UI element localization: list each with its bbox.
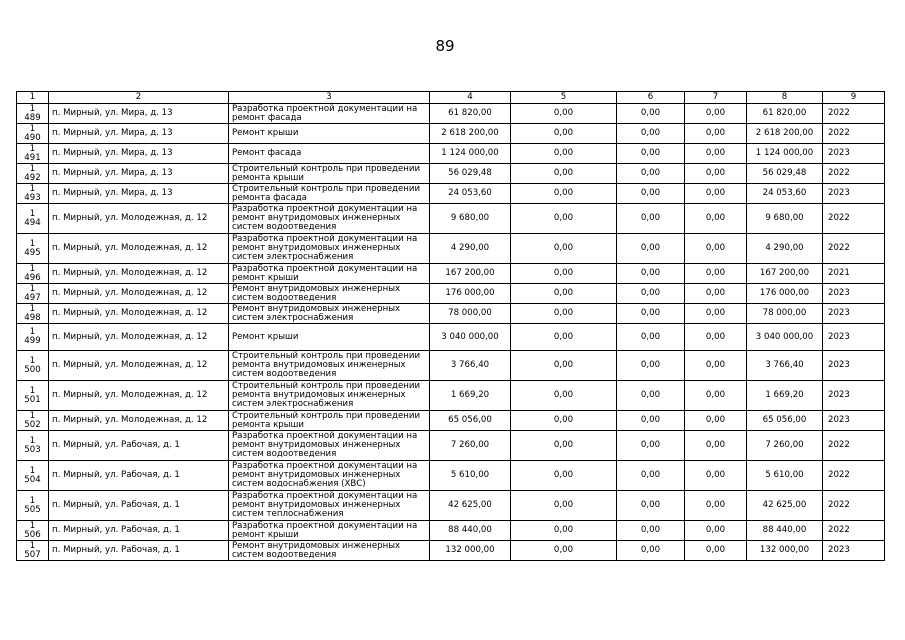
- address-cell: п. Мирный, ул. Мира, д. 13: [49, 124, 229, 144]
- row-number-part: 1: [29, 303, 36, 314]
- address-cell: п. Мирный, ул. Мира, д. 13: [49, 184, 229, 204]
- work-description-cell: Разработка проектной документации на ремонт внутридомовых инженерных систем водоотведения: [229, 431, 430, 461]
- row-number-part: 1: [29, 435, 36, 446]
- year-cell: 2022: [823, 204, 885, 234]
- address-cell: п. Мирный, ул. Рабочая, д. 1: [49, 521, 229, 541]
- table-row: [17, 284, 885, 304]
- row-number-cell: [17, 431, 49, 461]
- address-cell: п. Мирный, ул. Молодежная, д. 12: [49, 351, 229, 381]
- row-number-part: 1: [29, 183, 36, 194]
- work-description-cell: Строительный контроль при проведении ремонта крыши: [229, 411, 430, 431]
- row-number-part: 491: [24, 152, 41, 163]
- amount-cell: 0,00: [617, 104, 685, 124]
- row-number-cell: [17, 351, 49, 381]
- row-number-part: 1: [29, 123, 36, 134]
- work-description-cell: Ремонт внутридомовых инженерных систем водоотведения: [229, 284, 430, 304]
- work-description-cell: Ремонт внутридомовых инженерных систем электроснабжения: [229, 304, 430, 324]
- amount-cell: 78 000,00: [747, 304, 823, 324]
- row-number-part: 1: [29, 540, 36, 551]
- address-cell: п. Мирный, ул. Молодежная, д. 12: [49, 324, 229, 351]
- amount-cell: 0,00: [617, 184, 685, 204]
- row-number-cell: [17, 461, 49, 491]
- amount-cell: 3 040 000,00: [430, 324, 511, 351]
- table-row: [17, 304, 885, 324]
- row-number-cell: [17, 234, 49, 264]
- page-number: 89: [435, 37, 455, 55]
- amount-cell: 167 200,00: [747, 264, 823, 284]
- amount-cell: 0,00: [617, 461, 685, 491]
- row-number-part: 494: [24, 217, 41, 228]
- amount-cell: 0,00: [617, 324, 685, 351]
- address-cell: п. Мирный, ул. Рабочая, д. 1: [49, 461, 229, 491]
- address-cell: п. Мирный, ул. Молодежная, д. 12: [49, 381, 229, 411]
- amount-cell: 0,00: [511, 144, 617, 164]
- amount-cell: 3 766,40: [430, 351, 511, 381]
- year-cell: 2022: [823, 234, 885, 264]
- amount-cell: 0,00: [511, 104, 617, 124]
- amount-cell: 61 820,00: [747, 104, 823, 124]
- row-number-part: 499: [24, 336, 41, 346]
- amount-cell: 9 680,00: [430, 204, 511, 234]
- amount-cell: 2 618 200,00: [747, 124, 823, 144]
- row-number-part: 1: [29, 283, 36, 294]
- address-cell: п. Мирный, ул. Рабочая, д. 1: [49, 431, 229, 461]
- header-cell: 1: [17, 92, 49, 104]
- row-number-part: 1: [29, 410, 36, 421]
- amount-cell: 9 680,00: [747, 204, 823, 234]
- table-row: [17, 234, 885, 264]
- row-number-cell: [17, 144, 49, 164]
- amount-cell: 0,00: [511, 234, 617, 264]
- header-cell: 6: [617, 92, 685, 104]
- amount-cell: 0,00: [511, 184, 617, 204]
- year-cell: 2023: [823, 541, 885, 561]
- work-description-cell: Разработка проектной документации на ремонт крыши: [229, 521, 430, 541]
- work-description-cell: Разработка проектной документации на ремонт внутридомовых инженерных систем электроснабжения: [229, 234, 430, 264]
- work-description-cell: Ремонт крыши: [229, 124, 430, 144]
- work-description-cell: Ремонт фасада: [229, 144, 430, 164]
- amount-cell: 0,00: [511, 164, 617, 184]
- amount-cell: 0,00: [511, 431, 617, 461]
- address-cell: п. Мирный, ул. Молодежная, д. 12: [49, 304, 229, 324]
- year-cell: 2023: [823, 304, 885, 324]
- row-number-part: 501: [24, 394, 41, 405]
- amount-cell: 88 440,00: [747, 521, 823, 541]
- repair-schedule-table: [16, 91, 885, 561]
- row-number-cell: [17, 491, 49, 521]
- amount-cell: 176 000,00: [430, 284, 511, 304]
- amount-cell: 0,00: [617, 541, 685, 561]
- amount-cell: 88 440,00: [430, 521, 511, 541]
- table-row: [17, 381, 885, 411]
- year-cell: 2022: [823, 124, 885, 144]
- amount-cell: 0,00: [511, 284, 617, 304]
- year-cell: 2023: [823, 351, 885, 381]
- header-cell: 4: [430, 92, 511, 104]
- amount-cell: 0,00: [685, 164, 747, 184]
- row-number-part: 489: [24, 112, 41, 123]
- year-cell: 2022: [823, 461, 885, 491]
- header-cell: 7: [685, 92, 747, 104]
- work-description-cell: Строительный контроль при проведении ремонта фасада: [229, 184, 430, 204]
- work-description-cell: Разработка проектной документации на ремонт внутридомовых инженерных систем водоснабжения (ХВС): [229, 461, 430, 491]
- table-row: [17, 104, 885, 124]
- amount-cell: 1 124 000,00: [430, 144, 511, 164]
- amount-cell: 0,00: [685, 184, 747, 204]
- year-cell: 2023: [823, 284, 885, 304]
- address-cell: п. Мирный, ул. Мира, д. 13: [49, 144, 229, 164]
- amount-cell: 0,00: [511, 381, 617, 411]
- address-cell: п. Мирный, ул. Молодежная, д. 12: [49, 411, 229, 431]
- amount-cell: 5 610,00: [430, 461, 511, 491]
- work-description-cell: Строительный контроль при проведении ремонта крыши: [229, 164, 430, 184]
- table-row: [17, 204, 885, 234]
- row-number-part: 1: [29, 327, 36, 337]
- amount-cell: 0,00: [617, 144, 685, 164]
- table-row: [17, 461, 885, 491]
- amount-cell: 5 610,00: [747, 461, 823, 491]
- amount-cell: 0,00: [685, 204, 747, 234]
- row-number-part: 500: [24, 364, 41, 375]
- amount-cell: 132 000,00: [747, 541, 823, 561]
- header-cell: 9: [823, 92, 885, 104]
- amount-cell: 42 625,00: [747, 491, 823, 521]
- amount-cell: 0,00: [617, 204, 685, 234]
- row-number-part: 493: [24, 192, 41, 203]
- table-row: [17, 541, 885, 561]
- amount-cell: 0,00: [685, 351, 747, 381]
- row-number-part: 498: [24, 312, 41, 323]
- year-cell: 2023: [823, 381, 885, 411]
- year-cell: 2023: [823, 324, 885, 351]
- amount-cell: 65 056,00: [430, 411, 511, 431]
- work-description-cell: Разработка проектной документации на ремонт внутридомовых инженерных систем водоотведения: [229, 204, 430, 234]
- year-cell: 2023: [823, 184, 885, 204]
- amount-cell: 0,00: [685, 144, 747, 164]
- work-description-cell: Разработка проектной документации на ремонт внутридомовых инженерных систем теплоснабжения: [229, 491, 430, 521]
- amount-cell: 0,00: [685, 431, 747, 461]
- amount-cell: 3 766,40: [747, 351, 823, 381]
- amount-cell: 78 000,00: [430, 304, 511, 324]
- row-number-part: 490: [24, 132, 41, 143]
- row-number-part: 497: [24, 292, 41, 303]
- row-number-part: 495: [24, 247, 41, 258]
- amount-cell: 176 000,00: [747, 284, 823, 304]
- amount-cell: 24 053,60: [430, 184, 511, 204]
- amount-cell: 0,00: [685, 521, 747, 541]
- amount-cell: 132 000,00: [430, 541, 511, 561]
- table-row: [17, 491, 885, 521]
- amount-cell: 0,00: [685, 284, 747, 304]
- amount-cell: 0,00: [685, 124, 747, 144]
- amount-cell: 0,00: [617, 411, 685, 431]
- amount-cell: 1 669,20: [430, 381, 511, 411]
- row-number-part: 1: [29, 208, 36, 219]
- row-number-part: 1: [29, 520, 36, 531]
- header-cell: 2: [49, 92, 229, 104]
- row-number-part: 502: [24, 419, 41, 430]
- work-description-cell: Строительный контроль при проведении ремонта внутридомовых инженерных систем водоотведения: [229, 351, 430, 381]
- row-number-cell: [17, 541, 49, 561]
- row-number-cell: [17, 521, 49, 541]
- row-number-part: 492: [24, 172, 41, 183]
- row-number-part: 1: [29, 495, 36, 506]
- address-cell: п. Мирный, ул. Рабочая, д. 1: [49, 491, 229, 521]
- header-cell: 8: [747, 92, 823, 104]
- row-number-cell: [17, 204, 49, 234]
- amount-cell: 0,00: [511, 324, 617, 351]
- amount-cell: 167 200,00: [430, 264, 511, 284]
- year-cell: 2022: [823, 521, 885, 541]
- row-number-part: 505: [24, 504, 41, 515]
- amount-cell: 42 625,00: [430, 491, 511, 521]
- amount-cell: 1 669,20: [747, 381, 823, 411]
- row-number-part: 506: [24, 529, 41, 540]
- table-header-row: [17, 92, 885, 104]
- amount-cell: 4 290,00: [747, 234, 823, 264]
- amount-cell: 2 618 200,00: [430, 124, 511, 144]
- row-number-part: 1: [29, 465, 36, 476]
- amount-cell: 56 029,48: [430, 164, 511, 184]
- row-number-cell: [17, 164, 49, 184]
- year-cell: 2023: [823, 411, 885, 431]
- amount-cell: 0,00: [617, 491, 685, 521]
- row-number-part: 504: [24, 474, 41, 485]
- year-cell: 2022: [823, 164, 885, 184]
- row-number-cell: [17, 284, 49, 304]
- amount-cell: 0,00: [617, 284, 685, 304]
- table-row: [17, 124, 885, 144]
- table-row: [17, 351, 885, 381]
- table-row: [17, 164, 885, 184]
- row-number-part: 503: [24, 444, 41, 455]
- amount-cell: 0,00: [685, 411, 747, 431]
- row-number-part: 1: [29, 355, 36, 366]
- table-body: [17, 92, 885, 561]
- amount-cell: 0,00: [511, 461, 617, 491]
- amount-cell: 0,00: [617, 431, 685, 461]
- address-cell: п. Мирный, ул. Молодежная, д. 12: [49, 284, 229, 304]
- year-cell: 2023: [823, 144, 885, 164]
- row-number-cell: [17, 304, 49, 324]
- amount-cell: 0,00: [617, 124, 685, 144]
- amount-cell: 0,00: [617, 264, 685, 284]
- row-number-cell: [17, 411, 49, 431]
- amount-cell: 0,00: [685, 381, 747, 411]
- row-number-cell: [17, 124, 49, 144]
- row-number-cell: [17, 104, 49, 124]
- amount-cell: 3 040 000,00: [747, 324, 823, 351]
- address-cell: п. Мирный, ул. Мира, д. 13: [49, 104, 229, 124]
- amount-cell: 0,00: [511, 411, 617, 431]
- amount-cell: 0,00: [511, 351, 617, 381]
- amount-cell: 0,00: [685, 104, 747, 124]
- table-row: [17, 264, 885, 284]
- row-number-cell: [17, 184, 49, 204]
- work-description-cell: Ремонт крыши: [229, 324, 430, 351]
- amount-cell: 0,00: [685, 491, 747, 521]
- work-description-cell: Ремонт внутридомовых инженерных систем водоотведения: [229, 541, 430, 561]
- row-number-cell: [17, 381, 49, 411]
- amount-cell: 0,00: [617, 381, 685, 411]
- amount-cell: 24 053,60: [747, 184, 823, 204]
- amount-cell: 0,00: [685, 541, 747, 561]
- row-number-part: 1: [29, 103, 36, 114]
- amount-cell: 0,00: [617, 164, 685, 184]
- amount-cell: 0,00: [685, 461, 747, 491]
- table-row: [17, 324, 885, 351]
- address-cell: п. Мирный, ул. Молодежная, д. 12: [49, 264, 229, 284]
- amount-cell: 0,00: [511, 204, 617, 234]
- row-number-part: 1: [29, 238, 36, 249]
- year-cell: 2022: [823, 104, 885, 124]
- amount-cell: 0,00: [617, 351, 685, 381]
- amount-cell: 0,00: [511, 491, 617, 521]
- amount-cell: 0,00: [685, 324, 747, 351]
- row-number-part: 496: [24, 272, 41, 283]
- work-description-cell: Разработка проектной документации на ремонт фасада: [229, 104, 430, 124]
- row-number-part: 507: [24, 549, 41, 560]
- row-number-part: 1: [29, 163, 36, 174]
- amount-cell: 0,00: [511, 304, 617, 324]
- amount-cell: 0,00: [617, 304, 685, 324]
- year-cell: 2021: [823, 264, 885, 284]
- table-row: [17, 144, 885, 164]
- address-cell: п. Мирный, ул. Рабочая, д. 1: [49, 541, 229, 561]
- address-cell: п. Мирный, ул. Молодежная, д. 12: [49, 234, 229, 264]
- amount-cell: 0,00: [685, 304, 747, 324]
- amount-cell: 65 056,00: [747, 411, 823, 431]
- amount-cell: 0,00: [511, 124, 617, 144]
- year-cell: 2022: [823, 431, 885, 461]
- row-number-cell: [17, 264, 49, 284]
- table-row: [17, 521, 885, 541]
- table-row: [17, 431, 885, 461]
- address-cell: п. Мирный, ул. Молодежная, д. 12: [49, 204, 229, 234]
- table-row: [17, 411, 885, 431]
- amount-cell: 1 124 000,00: [747, 144, 823, 164]
- amount-cell: 0,00: [617, 521, 685, 541]
- amount-cell: 56 029,48: [747, 164, 823, 184]
- header-cell: 3: [229, 92, 430, 104]
- row-number-part: 1: [29, 263, 36, 274]
- amount-cell: 7 260,00: [747, 431, 823, 461]
- amount-cell: 0,00: [685, 264, 747, 284]
- header-cell: 5: [511, 92, 617, 104]
- row-number-cell: [17, 324, 49, 351]
- row-number-part: 1: [29, 143, 36, 154]
- work-description-cell: Строительный контроль при проведении ремонта внутридомовых инженерных систем электроснабжения: [229, 381, 430, 411]
- amount-cell: 7 260,00: [430, 431, 511, 461]
- row-number-part: 1: [29, 385, 36, 396]
- amount-cell: 4 290,00: [430, 234, 511, 264]
- table-row: [17, 184, 885, 204]
- amount-cell: 0,00: [685, 234, 747, 264]
- address-cell: п. Мирный, ул. Мира, д. 13: [49, 164, 229, 184]
- amount-cell: 0,00: [511, 264, 617, 284]
- amount-cell: 61 820,00: [430, 104, 511, 124]
- work-description-cell: Разработка проектной документации на ремонт крыши: [229, 264, 430, 284]
- amount-cell: 0,00: [617, 234, 685, 264]
- year-cell: 2022: [823, 491, 885, 521]
- amount-cell: 0,00: [511, 521, 617, 541]
- amount-cell: 0,00: [511, 541, 617, 561]
